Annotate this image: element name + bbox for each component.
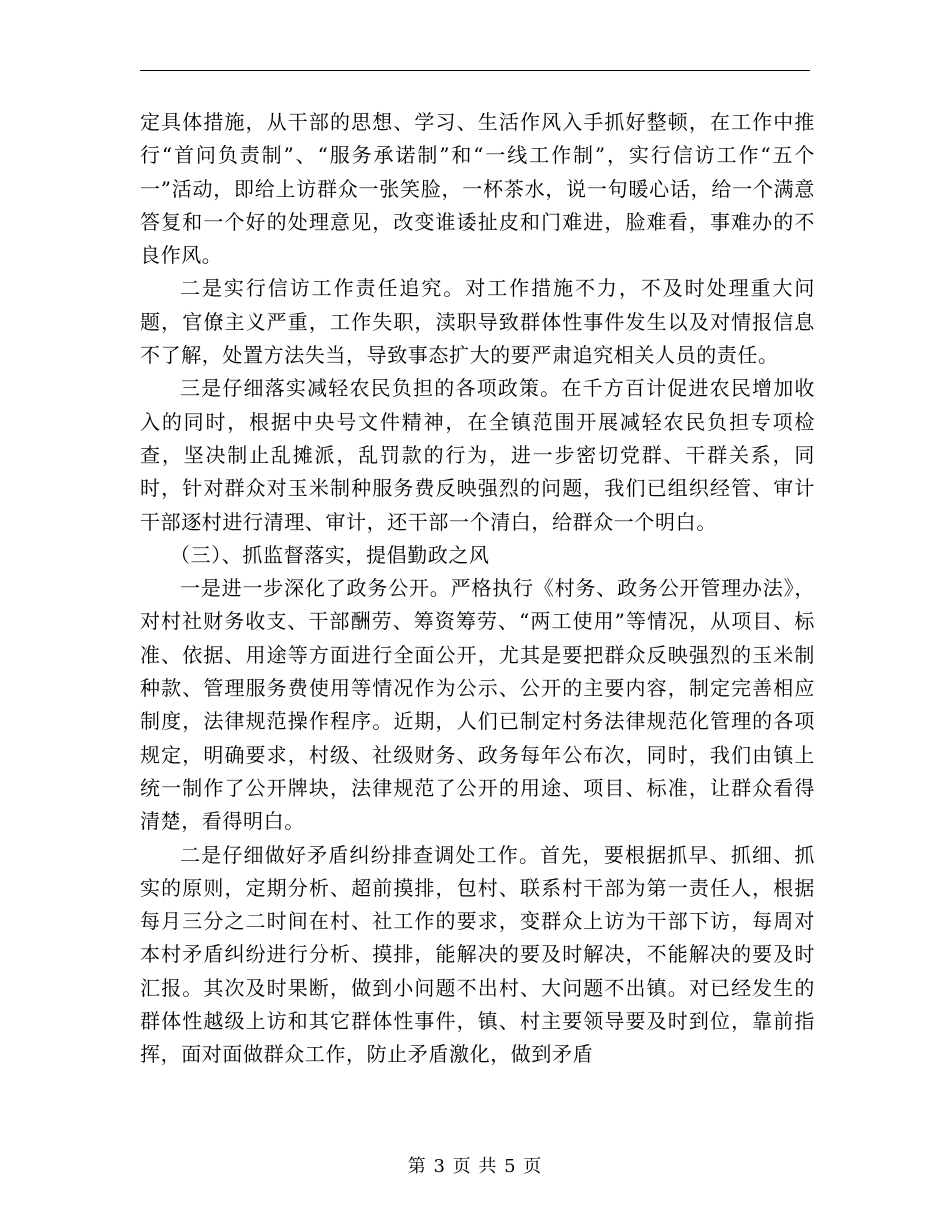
- section-heading: （三）、抓监督落实，提倡勤政之风: [170, 542, 490, 567]
- paragraph: 定具体措施，从干部的思想、学习、生活作风入手抓好整顿，在工作中推行“首问负责制”、“服务承诺制”和“一线工作制”，实行信访工作“五个一”活动，即给上访群众一张笑脸，一杯茶水，说一句暖心话，给一个满意答复和一个好的处理意见，改变谁诿扯皮和门难进，脸难看，事难办的不良作风。: [140, 110, 815, 268]
- paragraph: 二是实行信访工作责任追究。对工作措施不力，不及时处理重大问题，官僚主义严重，工作失职，渎职导致群体性事件发生以及对情报信息不了解，处置方法失当，导致事态扩大的要严肃追究相关人员的责任。: [140, 276, 815, 368]
- document-body: [140, 106, 815, 1072]
- paragraph: 二是仔细做好矛盾纠纷排查调处工作。首先，要根据抓早、抓细、抓实的原则，定期分析、超前摸排，包村、联系村干部为第一责任人，根据每月三分之二时间在村、社工作的要求，变群众上访为干部下访，每周对本村矛盾纠纷进行分析、摸排，能解决的要及时解决，不能解决的要及时汇报。其次及时果断，做到小问题不出村、大问题不出镇。对已经发生的群体性越级上访和其它群体性事件，镇、村主要领导要及时到位，靠前指挥，面对面做群众工作，防止矛盾激化，做到矛盾: [140, 842, 815, 1067]
- page-number-footer: 第 3 页 共 5 页: [407, 1156, 543, 1177]
- paragraph: 一是进一步深化了政务公开。严格执行《村务、政务公开管理办法》，对村社财务收支、干部酬劳、筹资筹劳、“两工使用”等情况，从项目、标准、依据、用途等方面进行全面公开，尤其是要把群众反映强烈的玉米制种款、管理服务费使用等情况作为公示、公开的主要内容，制定完善相应制度，法律规范操作程序。近期，人们已制定村务法律规范化管理的各项规定，明确要求，村级、社级财务、政务每年公布次，同时，我们由镇上统一制作了公开牌块，法律规范了公开的用途、项目、标准，让群众看得清楚，看得明白。: [140, 576, 815, 834]
- header-rule: [140, 70, 810, 71]
- paragraph: 三是仔细落实减轻农民负担的各项政策。在千方百计促进农民增加收入的同时，根据中央号文件精神，在全镇范围开展减轻农民负担专项检查，坚决制止乱摊派，乱罚款的行为，进一步密切党群、干群关系，同时，针对群众对玉米制种服务费反映强烈的问题，我们已组织经管、审计干部逐村进行清理、审计，还干部一个清白，给群众一个明白。: [140, 376, 815, 534]
